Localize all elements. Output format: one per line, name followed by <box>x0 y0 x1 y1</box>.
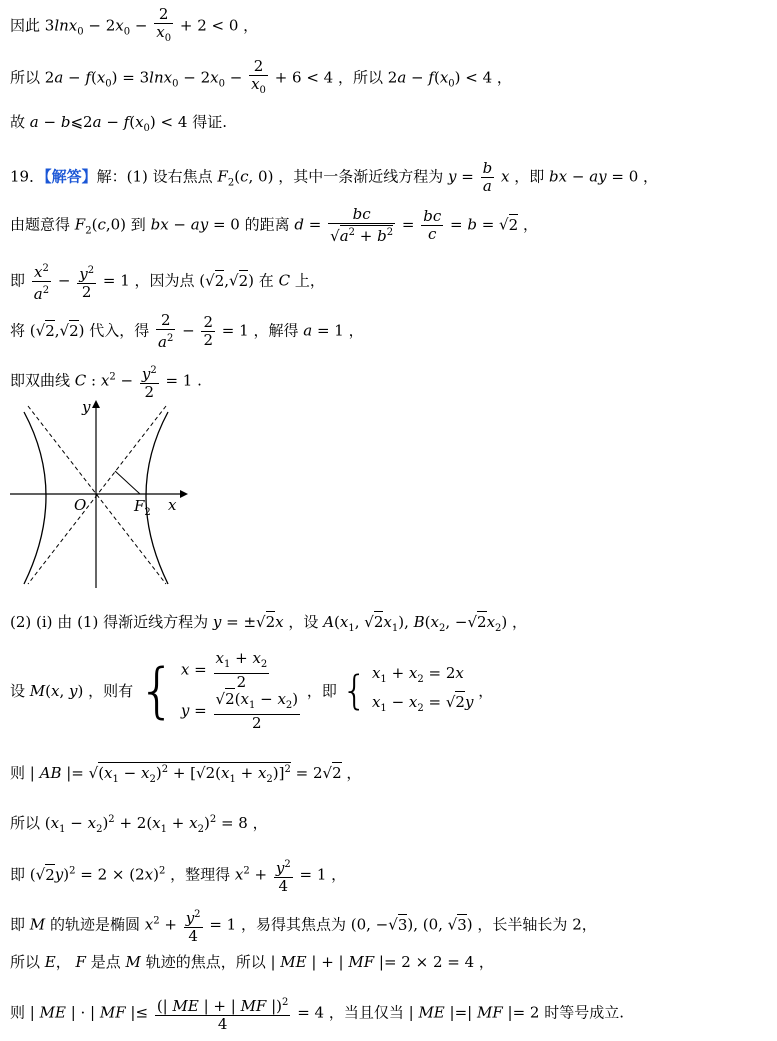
text-line-6: 即 $\frac{x^2}{a^2}$ − $\frac{y^2}{2}$ = 1 ，因为点 (√2,√2) 在 C 上， <box>10 260 325 303</box>
fraction: $\frac{(| ME | + | MF |)^2}{4}$ <box>155 994 291 1033</box>
fraction: $\frac{y^2}{2}$ <box>77 262 96 301</box>
question-19-line: 19．【解答】解：(1) 设右焦点 $F_2(c$, 0) ，其中一条渐近线方程为 y = $\frac{b}{a}$ x ，即 bx − ay = 0 ， <box>10 159 659 195</box>
text-line-2: 所以 $2a - f(x_0) = 3\ln x_0 - 2x_0$ − $\frac{2}{x_0}$ + 6 < 4 ，所以 $2a - f(x_0) < 4$ ， <box>10 58 512 99</box>
y-axis-label: y <box>82 398 91 416</box>
fraction: $\frac{2}{x_0}$ <box>156 5 172 44</box>
fraction: $\frac{y^2}{2}$ <box>140 362 159 401</box>
fraction: $\frac{2}{a^2}$ <box>158 311 174 351</box>
text-line-1: 因此 $3\ln x_0 - 2x_0$ − $\frac{2}{x_0}$ + 2 < 0 ， <box>10 6 258 47</box>
fraction: $\frac{y^2}{4}$ <box>184 906 203 945</box>
text-line-8: 即双曲线 C : $x^2$ − $\frac{y^2}{2}$ = 1 . <box>10 362 202 401</box>
hyperbola-right-branch <box>146 412 168 584</box>
focus-label: $F_2$ <box>134 497 151 518</box>
fraction: $\frac{bc}{c}$ <box>423 207 442 243</box>
text-line-ab: 则 | AB |= $√(x_1 - x_2)^2 + [√2(x_1 + x_2)]^2 = 2√2$ ， <box>10 764 362 785</box>
text-line-ji1: 即 $(√2y)^2 = 2 \times (2x)^2$ ，整理得 $x^2$ + $\frac{y^2}{4}$ = 1 ， <box>10 856 346 895</box>
text-line-7: 将 (√2,√2) 代入，得 $\frac{2}{a^2}$ − $\frac{2}{2}$ = 1 ，解得 a = 1 ， <box>10 311 364 351</box>
part-2-line: (2) (i) 由 (1) 得渐近线方程为 y = ±√2x ，设 $A(x_1$, $√2x_1$), $B(x_2$, $-√2x_2$) ， <box>10 613 528 634</box>
fraction: $\frac{2}{2}$ <box>203 313 214 349</box>
answer-tag: 【解答】 <box>44 167 97 186</box>
text-line-3: 故 a − b⩽2a − $f(x_0) < 4$ 得证. <box>10 113 227 134</box>
brace: { <box>341 668 368 714</box>
text-line-last: 则 | ME | · | MF |≤ $\frac{(| ME | + | MF |)^2}{4}$ = 4 ，当且仅当 | ME |=| MF |= 2 时等号成立. <box>10 994 624 1033</box>
y-axis-arrow <box>92 400 100 408</box>
system-line: 设 M(x, y) ，则有 { x = $\frac{x_1 + x_2}{2}$ y = $\frac{√2(x_1 - x_2)}{2}$ ，即 { $x_1 + x_2 = 2x$ $x_1 - x_2 = √2y$ ， <box>10 649 494 732</box>
x-axis-label: x <box>168 496 177 514</box>
text-line-ellipse: 即 M 的轨迹是椭圆 $x^2$ + $\frac{y^2}{4}$ = 1 ，易得其焦点为 (0, −√3), (0, √3) ，长半轴长为 2， <box>10 906 597 945</box>
fraction: $\frac{bc}{√a^2 + b^2}$ <box>330 205 394 245</box>
fraction: $\frac{x^2}{a^2}$ <box>32 260 51 303</box>
hyperbola-graph <box>10 398 190 590</box>
text-line-ef: 所以 E， F 是点 M 轨迹的焦点，所以 | ME | + | MF |= 2 × 2 = 4 ， <box>10 953 494 971</box>
brace: { <box>137 656 177 726</box>
focus-perpendicular <box>115 471 140 494</box>
fraction: $\frac{y^2}{4}$ <box>274 856 293 895</box>
fraction: $\frac{2}{x_0}$ <box>251 57 266 96</box>
text-line-so1: 所以 $(x_1 - x_2)^2 + 2(x_1 + x_2)^2 = 8$ ， <box>10 814 268 835</box>
origin-label: O <box>74 496 87 514</box>
hyperbola-left-branch <box>24 412 46 584</box>
x-axis-arrow <box>180 490 188 498</box>
text-line-distance: 由题意得 $F_2(c,0)$ 到 bx − ay = 0 的距离 d = $\frac{bc}{√a^2 + b^2}$ = $\frac{bc}{c}$ = b = √2 ， <box>10 205 538 245</box>
fraction: $\frac{b}{a}$ <box>482 159 493 195</box>
equation-system: x = $\frac{x_1 + x_2}{2}$ y = $\frac{√2(x_1 - x_2)}{2}$ <box>180 649 299 732</box>
equation-system: $x_1 + x_2 = 2x$ $x_1 - x_2 = √2y$ <box>371 664 474 714</box>
